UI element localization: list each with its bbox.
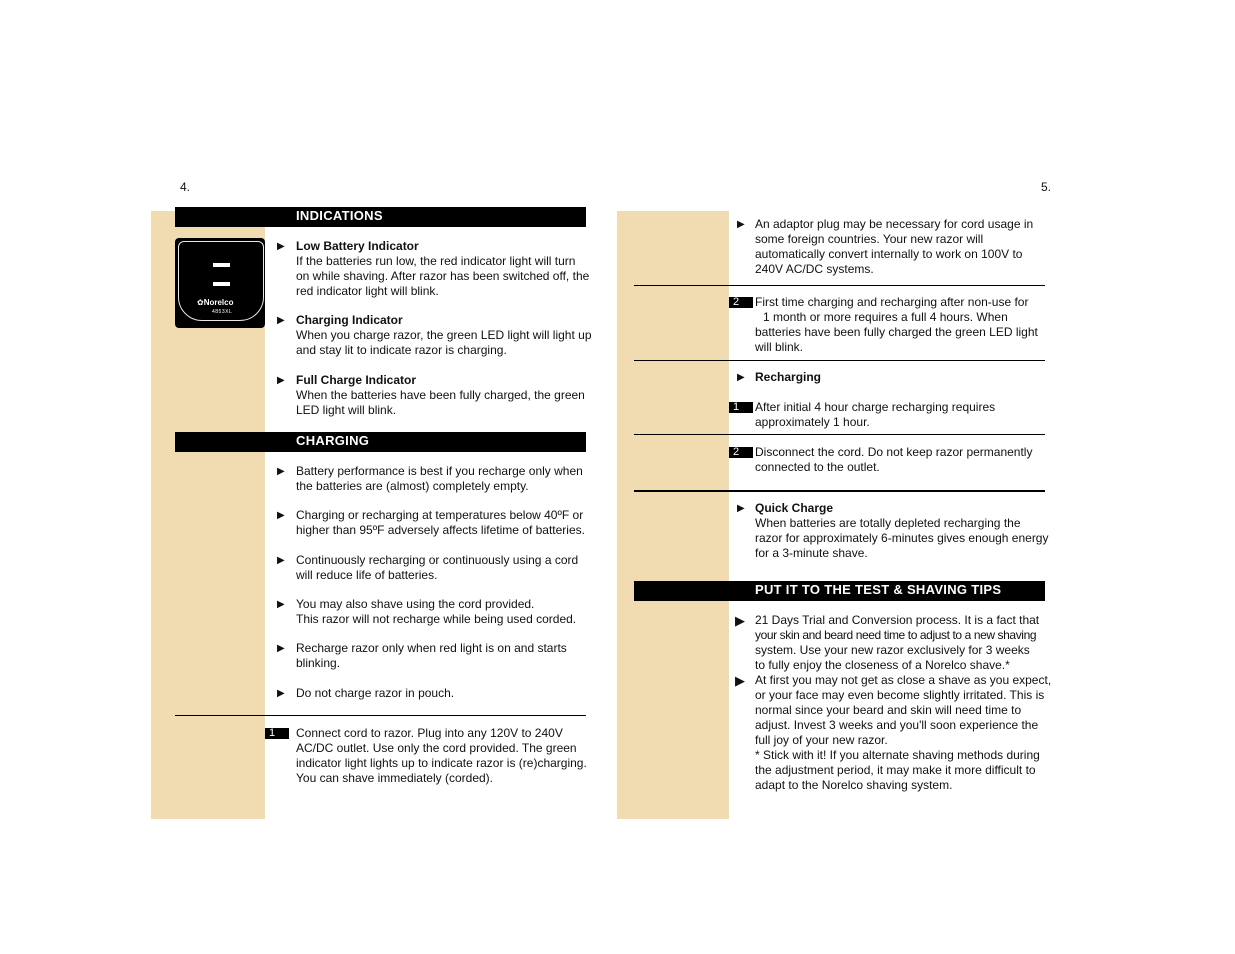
divider (634, 360, 1045, 361)
bullet-icon: ▶ (277, 599, 285, 610)
tip-21-days-trial: 21 Days Trial and Conversion process. It is a fact that your skin and beard need time to adjust to a new shaving system. Use your new razor exclusively for 3 weeks to fully enjoy the closeness of a Norelco shave.* (755, 613, 1040, 672)
bullet-icon: ▶ (735, 613, 745, 628)
bullet-icon: ▶ (277, 315, 285, 326)
model-number: 4853XL (212, 309, 233, 315)
led-indicator-bottom (213, 282, 230, 286)
bullet-icon: ▶ (277, 375, 285, 386)
charging-tip: You may also shave using the cord provided. This razor will not recharge while being used corded. (296, 597, 577, 626)
charging-tip: Charging or recharging at temperatures below 40ºF or higher than 95ºF adversely affects lifetime of batteries. (296, 508, 585, 537)
recharging-step-1: After initial 4 hour charge recharging requires approximately 1 hour. (755, 400, 996, 429)
bullet-icon: ▶ (737, 503, 745, 514)
norelco-logo: ✿Norelco (197, 298, 234, 307)
charging-tip: Battery performance is best if you recharge only when the batteries are (almost) completely empty. (296, 464, 583, 493)
indications-header: INDICATIONS (175, 207, 586, 227)
indication-full-charge: Full Charge Indicator When the batteries have been fully charged, the green LED light will blink. (296, 373, 585, 417)
right-margin-band (617, 211, 729, 819)
charging-header: CHARGING (175, 432, 586, 452)
bullet-icon: ▶ (277, 510, 285, 521)
indication-low-battery: Low Battery Indicator If the batteries run low, the red indicator light will turn on while shaving. After razor has been switched off, the red indicator light will blink. (296, 239, 590, 298)
step-number-badge: 2 (729, 297, 753, 308)
charging-step-1: Connect cord to razor. Plug into any 120V to 240V AC/DC outlet. Use only the cord provided. The green indicator light lights up to indicate razor is (re)charging. You can shave immediately (corded). (296, 726, 587, 785)
step-number-badge: 1 (729, 402, 753, 413)
recharging-step-2: Disconnect the cord. Do not keep razor permanently connected to the outlet. (755, 445, 1033, 474)
recharging-title: Recharging (755, 370, 822, 384)
divider (175, 715, 586, 716)
bullet-icon: ▶ (277, 643, 285, 654)
charging-step-2: First time charging and recharging after non-use for 1 month or more requires a full 4 hours. When batteries have been fully charged the green LED light will blink. (755, 295, 1038, 354)
divider (634, 434, 1045, 435)
adaptor-note: An adaptor plug may be necessary for cord usage in some foreign countries. Your new razor will automatically convert internally to work on 100V to 240V AC/DC systems. (755, 217, 1034, 276)
page-number-left: 4. (180, 180, 191, 194)
bullet-icon: ▶ (277, 241, 285, 252)
charging-tip: Continuously recharging or continuously using a cord will reduce life of batteries. (296, 553, 579, 582)
indication-charging: Charging Indicator When you charge razor, the green LED light will light up and stay lit to indicate razor is charging. (296, 313, 592, 357)
tips-header: PUT IT TO THE TEST & SHAVING TIPS (634, 581, 1045, 601)
bullet-icon: ▶ (277, 688, 285, 699)
step-number-badge: 2 (729, 447, 753, 458)
norelco-swirl-icon: ✿ (197, 298, 204, 307)
bullet-icon: ▶ (735, 673, 745, 688)
charging-tip: Do not charge razor in pouch. (296, 686, 455, 700)
page-number-right: 5. (1041, 180, 1052, 194)
quick-charge: Quick Charge When batteries are totally depleted recharging the razor for approximately 6-minutes gives enough energy for a 3-minute shave. (755, 501, 1049, 560)
divider (634, 490, 1045, 492)
bullet-icon: ▶ (277, 466, 285, 477)
bullet-icon: ▶ (737, 219, 745, 230)
step-number-badge: 1 (265, 728, 289, 739)
divider (634, 285, 1045, 286)
bullet-icon: ▶ (277, 555, 285, 566)
bullet-icon: ▶ (737, 372, 745, 383)
led-indicator-top (213, 263, 230, 267)
razor-display-illustration (175, 238, 265, 328)
charging-tip: Recharge razor only when red light is on and starts blinking. (296, 641, 567, 670)
tip-first-shaves: At first you may not get as close a shave as you expect, or your face may even become slightly irritated. This is normal since your beard and skin will need time to adjust. Invest 3 weeks and you'll soon experience the full joy of your new razor. * Stick with it! If you alternate shaving methods during the adjustment period, it may make it more difficult to adapt to the Norelco shaving system. (755, 673, 1052, 792)
